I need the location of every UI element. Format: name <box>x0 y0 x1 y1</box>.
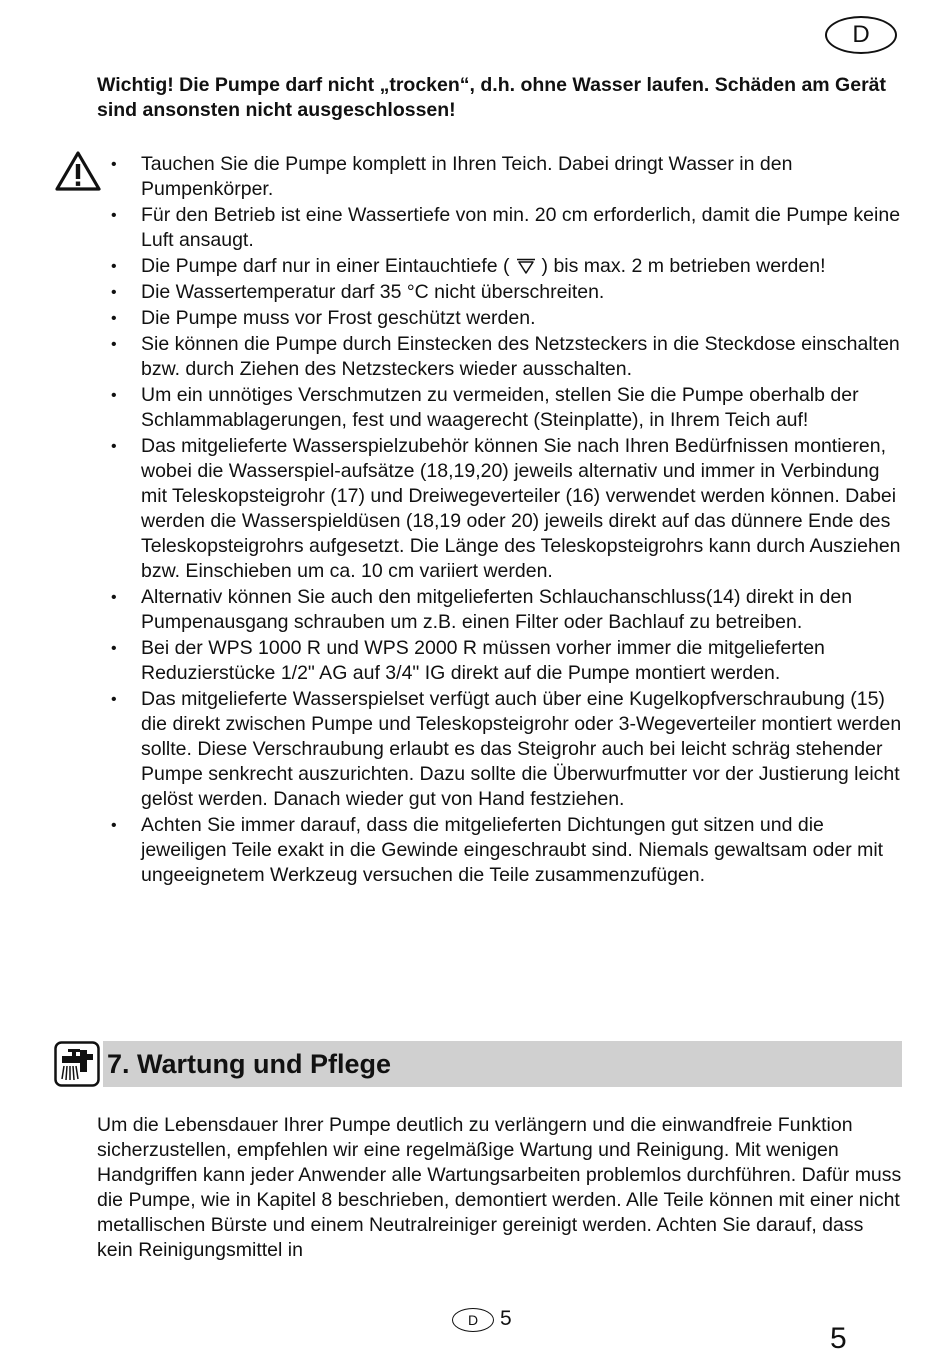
bullet-dot: • <box>111 438 117 455</box>
list-item-text: Sie können die Pumpe durch Einstecken des Netzsteckers in die Steckdose einschalten bzw. durch Ziehen des Netzsteckers wieder ausschalten. <box>141 333 900 380</box>
list-item-text: Um ein unnötiges Verschmutzen zu vermeiden, stellen Sie die Pumpe oberhalb der Schlammablagerungen, fest und waagerecht (Steinplatte), in Ihrem Teich auf! <box>141 384 859 431</box>
list-item <box>108 280 908 305</box>
bullet-dot: • <box>111 691 117 708</box>
section-title: 7. Wartung und Pflege <box>107 1048 392 1079</box>
bullet-dot: • <box>111 156 117 173</box>
warning-text: Wichtig! Die Pumpe darf nicht „trocken“, d.h. ohne Wasser laufen. Schäden am Gerät sind ansonsten nicht ausgeschlossen! <box>97 74 886 121</box>
language-badge-label: D <box>852 21 870 48</box>
page-number: 5 <box>830 1322 847 1355</box>
list-item-text: Das mitgelieferte Wasserspielzubehör können Sie nach Ihren Bedürfnissen montieren, wobei die Wasserspiel-aufsätze (18,19,20) jeweils alternativ und immer in Verbindung mit Teleskopsteigrohr (17) und Dreiwegeverteiler (16) verwendet werden können. Dabei werden die Wasserspieldüsen (18,19 oder 20) jeweils direkt auf das dünnere Ende des Teleskopsteigrohrs aufgesetzt. Die Länge des Teleskopsteigrohrs kann durch Ausziehen bzw. Einschieben um ca. 10 cm variiert werden. <box>141 435 901 582</box>
water-level-icon <box>516 258 536 274</box>
body-paragraph: Um die Lebensdauer Ihrer Pumpe deutlich zu verlängern und die einwandfreie Funktion sicherzustellen, empfehlen wir eine regelmäßige Wartung und Reinigung. Mit wenigen Handgriffen kann jeder Anwender alle Wartungsarbeiten problemlos durchführen. Dafür muss die Pumpe, wie in Kapitel 8 beschrieben, demontiert werden. Alle Teile können mit einer nicht metallischen Bürste und einem Neutralreiniger gereinigt werden. Achten Sie darauf, dass kein Reinigungsmittel in <box>97 1114 902 1261</box>
list-item-text: Für den Betrieb ist eine Wassertiefe von min. 20 cm erforderlich, damit die Pumpe keine Luft ansaugt. <box>141 204 901 251</box>
bullet-dot: • <box>111 387 117 404</box>
bullet-dot: • <box>111 258 117 275</box>
list-item-text-before: Die Pumpe darf nur in einer Eintauchtiefe ( <box>141 255 510 277</box>
list-item <box>108 383 908 433</box>
footer-language-badge <box>452 1308 494 1332</box>
list-item <box>108 332 908 382</box>
list-item <box>108 636 908 686</box>
list-item <box>108 585 908 635</box>
list-item <box>108 813 908 888</box>
bullet-dot: • <box>111 207 117 224</box>
list-item-text: Tauchen Sie die Pumpe komplett in Ihren Teich. Dabei dringt Wasser in den Pumpenkörper. <box>141 153 793 200</box>
footer-page-number: 5 <box>500 1307 512 1330</box>
bullet-dot: • <box>111 817 117 834</box>
language-badge <box>825 16 897 54</box>
footer-language-label: D <box>467 1312 479 1328</box>
list-item <box>108 687 908 812</box>
list-item-text: Alternativ können Sie auch den mitgelieferten Schlauchanschluss(14) direkt in den Pumpenausgang schrauben um z.B. einen Filter oder Bachlauf zu betreiben. <box>141 586 853 633</box>
list-item-text: Die Wassertemperatur darf 35 °C nicht überschreiten. <box>141 281 605 303</box>
bullet-dot: • <box>111 310 117 327</box>
bullet-dot: • <box>111 336 117 353</box>
list-item <box>108 434 908 584</box>
list-item-text: Bei der WPS 1000 R und WPS 2000 R müssen vorher immer die mitgelieferten Reduzierstücke 1/2" AG auf 3/4" IG direkt auf die Pumpe montiert werden. <box>141 637 825 684</box>
bullet-dot: • <box>111 284 117 301</box>
list-item-text: Das mitgelieferte Wasserspielset verfügt auch über eine Kugelkopfverschraubung (15) die direkt zwischen Pumpe und Teleskopsteigrohr oder 3-Wegeverteiler montiert werden sollte. Diese Verschraubung erlaubt es das Steigrohr auch bei leicht schräg stehender Pumpe senkrecht auszurichten. Dazu sollte die Überwurfmutter vor der Justierung leicht gelöst werden. Danach wieder gut von Hand festziehen. <box>141 688 902 810</box>
list-item-text: Die Pumpe muss vor Frost geschützt werden. <box>141 307 536 329</box>
instruction-list <box>108 152 908 889</box>
list-item <box>108 306 908 331</box>
bullet-dot: • <box>111 589 117 606</box>
warning-triangle-icon <box>54 150 102 192</box>
list-item-text: Achten Sie immer darauf, dass die mitgelieferten Dichtungen gut sitzen und die jeweiligen Teile exakt in die Gewinde eingeschraubt sind. Niemals gewaltsam oder mit ungeeignetem Werkzeug versuchen die Teile zusammenzufügen. <box>141 814 884 886</box>
list-item-text-after: ) bis max. 2 m betrieben werden! <box>541 255 826 277</box>
bullet-dot: • <box>111 640 117 657</box>
section-header <box>103 1041 902 1087</box>
maintenance-tap-icon <box>54 1041 100 1087</box>
list-item <box>108 152 908 202</box>
list-item <box>108 254 908 279</box>
list-item <box>108 203 908 253</box>
